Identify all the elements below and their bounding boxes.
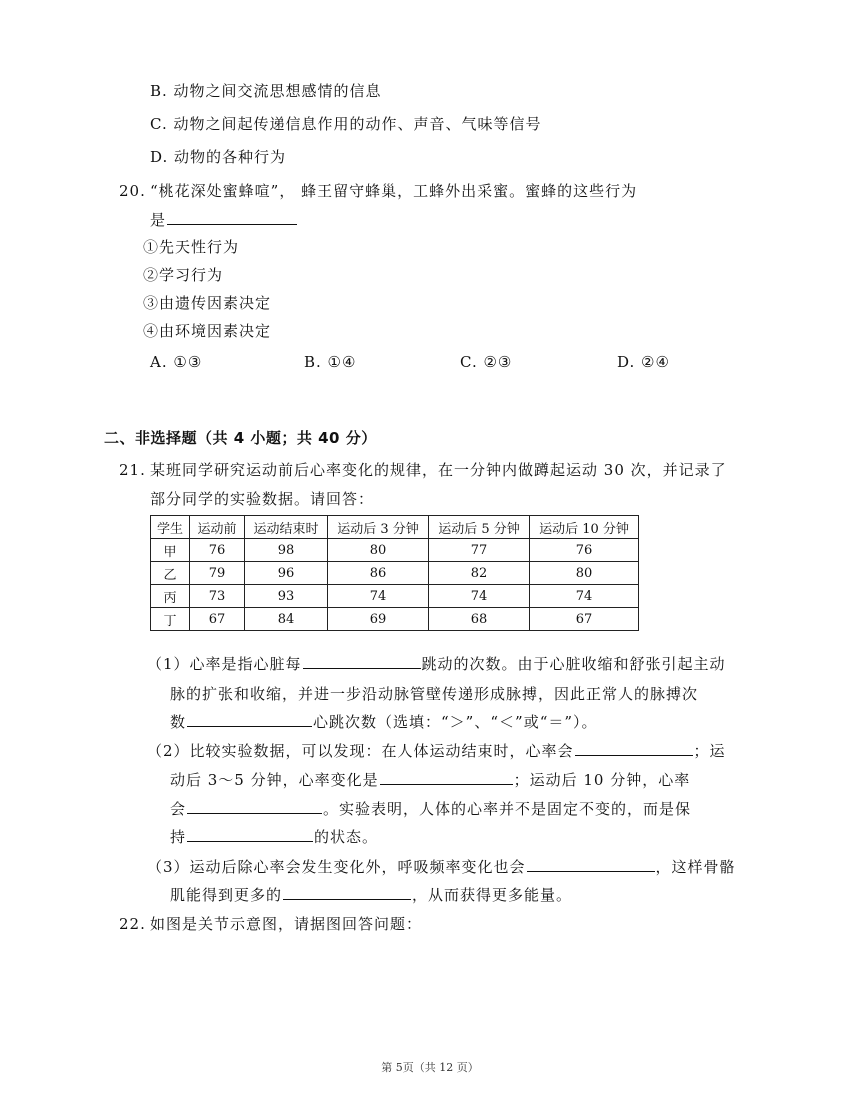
table-header: 运动后 5 分钟: [429, 516, 530, 539]
page-footer: 第 5页（共 12 页）: [381, 1061, 479, 1074]
table-cell: 76: [190, 539, 245, 562]
heart-rate-table: [150, 515, 639, 631]
table-cell: 86: [328, 562, 429, 585]
text-segment: ；运: [693, 742, 726, 760]
text-segment: ，这样骨骼: [655, 858, 736, 876]
q21-p2-line1: [147, 741, 726, 761]
q20-option-a: A. ①③: [150, 353, 203, 371]
table-cell: 74: [328, 585, 429, 608]
q20-item-1: ①先天性行为: [143, 238, 240, 256]
section-heading: 二、非选择题（共 4 小题；共 40 分）: [104, 429, 377, 447]
q20-stem-line2: [150, 210, 298, 230]
q21-p2-line2: [170, 770, 690, 790]
text-segment: 会: [170, 800, 187, 818]
q21-p1-line3: [170, 712, 598, 732]
q21-number: 21.: [119, 461, 146, 479]
q20-item-3: ③由遗传因素决定: [143, 294, 272, 312]
table-cell: 96: [245, 562, 328, 585]
q21-p3-line1: [147, 857, 736, 877]
q21-p2-line4: [170, 827, 378, 847]
text-segment: （2）比较实验数据，可以发现：在人体运动结束时，心率会: [147, 742, 574, 760]
q20-number: 20.: [119, 182, 146, 200]
table-cell: 69: [328, 608, 429, 631]
answer-blank[interactable]: [527, 857, 655, 872]
q21-p2-line3: [170, 799, 691, 819]
q21-p1-line1: [147, 654, 726, 674]
q21-stem-line1: 某班同学研究运动前后心率变化的规律，在一分钟内做蹲起运动 30 次，并记录了: [150, 461, 727, 479]
text-segment: 动后 3～5 分钟，心率变化是: [170, 771, 379, 789]
table-header: 学生: [151, 516, 190, 539]
text-segment: 数: [170, 713, 187, 731]
table-header: 运动后 3 分钟: [328, 516, 429, 539]
table-row: [151, 608, 639, 631]
q20-item-4: ④由环境因素决定: [143, 322, 272, 340]
q20-option-d: D. ②④: [617, 353, 670, 371]
answer-blank[interactable]: [303, 654, 421, 669]
table-row: [151, 562, 639, 585]
table-cell: 73: [190, 585, 245, 608]
q22-number: 22.: [119, 915, 146, 933]
table-cell: 80: [530, 562, 639, 585]
table-cell: 93: [245, 585, 328, 608]
answer-blank[interactable]: [187, 712, 312, 727]
q22-stem: 如图是关节示意图，请据图回答问题：: [150, 915, 423, 933]
table-cell: 84: [245, 608, 328, 631]
answer-blank[interactable]: [283, 885, 411, 900]
table-header-row: [151, 516, 639, 539]
table-cell: 76: [530, 539, 639, 562]
answer-blank[interactable]: [167, 210, 297, 225]
answer-blank[interactable]: [575, 741, 693, 756]
text-segment: 跳动的次数。由于心脏收缩和舒张引起主动: [421, 655, 726, 673]
table-header: 运动前: [190, 516, 245, 539]
table-cell: 82: [429, 562, 530, 585]
table-row: [151, 585, 639, 608]
answer-blank[interactable]: [187, 827, 313, 842]
q21-p1-line2: 脉的扩张和收缩，并进一步沿动脉管壁传递形成脉搏，因此正常人的脉搏次: [170, 685, 699, 703]
q20-option-b: B. ①④: [304, 353, 357, 371]
table-cell: 丙: [151, 585, 190, 608]
table-row: [151, 539, 639, 562]
text-segment: （1）心率是指心脏每: [147, 655, 302, 673]
text-segment: 肌能得到更多的: [170, 886, 283, 904]
text-segment: 的状态。: [314, 828, 379, 846]
table-cell: 68: [429, 608, 530, 631]
answer-blank[interactable]: [380, 770, 513, 785]
table-cell: 74: [429, 585, 530, 608]
q20-item-2: ②学习行为: [143, 266, 224, 284]
table-cell: 74: [530, 585, 639, 608]
text-segment: 持: [170, 828, 187, 846]
text-segment: 。实验表明，人体的心率并不是固定不变的，而是保: [323, 800, 692, 818]
text-segment: ；运动后 10 分钟，心率: [513, 771, 691, 789]
table-header: 运动结束时: [245, 516, 328, 539]
q20-option-c: C. ②③: [460, 353, 513, 371]
q20-stem-text: 是: [150, 211, 167, 229]
q20-stem-line1: “桃花深处蜜蜂喧”， 蜂王留守蜂巢，工蜂外出采蜜。蜜蜂的这些行为: [150, 182, 638, 200]
table-cell: 丁: [151, 608, 190, 631]
q19-option-c: C. 动物之间起传递信息作用的动作、声音、气味等信号: [150, 115, 542, 133]
table-cell: 乙: [151, 562, 190, 585]
answer-blank[interactable]: [187, 799, 322, 814]
table-header: 运动后 10 分钟: [530, 516, 639, 539]
q21-stem-line2: 部分同学的实验数据。请回答：: [150, 490, 375, 508]
table-cell: 79: [190, 562, 245, 585]
table-cell: 80: [328, 539, 429, 562]
table-cell: 甲: [151, 539, 190, 562]
text-segment: ，从而获得更多能量。: [412, 886, 573, 904]
q21-p3-line2: [170, 885, 572, 905]
q19-option-b: B. 动物之间交流思想感情的信息: [150, 82, 382, 100]
table-cell: 98: [245, 539, 328, 562]
table-cell: 77: [429, 539, 530, 562]
q19-option-d: D. 动物的各种行为: [150, 148, 287, 166]
table-cell: 67: [530, 608, 639, 631]
text-segment: 心跳次数（选填：“＞”、“＜”或“＝”）。: [313, 713, 598, 731]
table-cell: 67: [190, 608, 245, 631]
text-segment: （3）运动后除心率会发生变化外，呼吸频率变化也会: [147, 858, 526, 876]
